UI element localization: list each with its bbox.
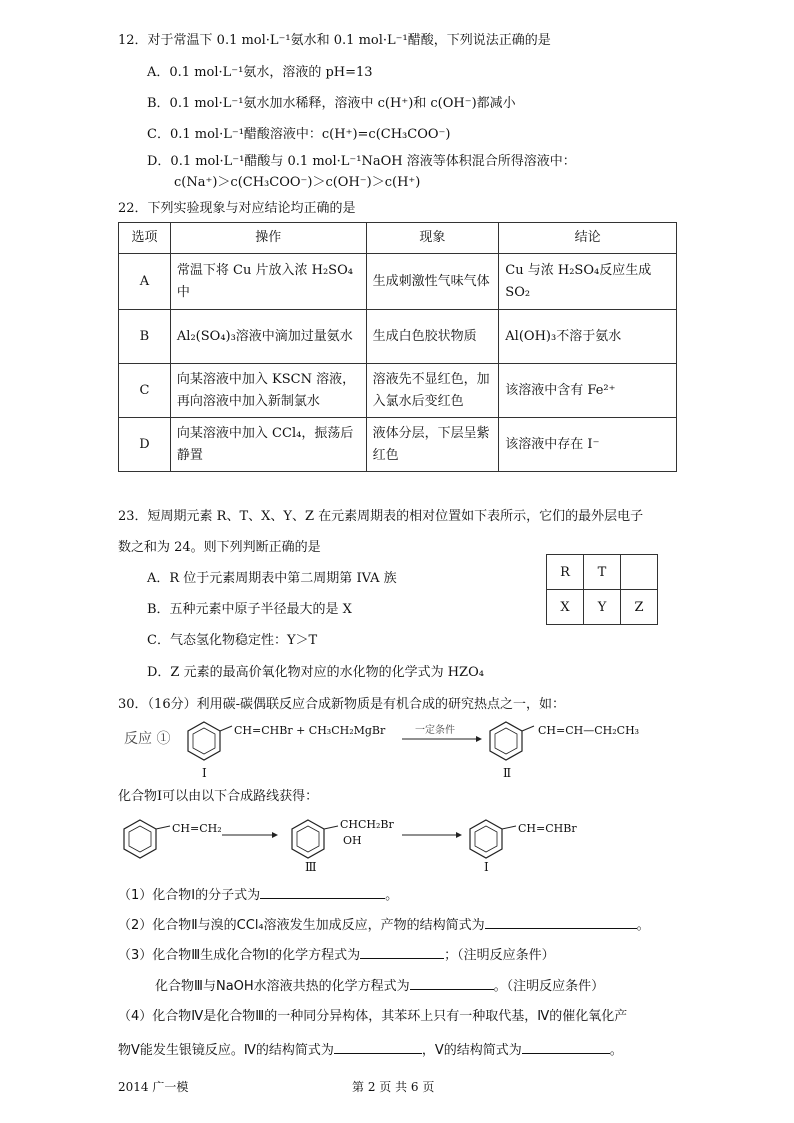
subq-3b: 化合物Ⅲ与NaOH水溶液共热的化学方程式为 。（注明反应条件） — [155, 975, 604, 996]
cell-operation: 向某溶液中加入 KSCN 溶液，再向溶液中加入新制氯水 — [170, 364, 366, 418]
reaction-label: 反应 ① — [124, 731, 171, 747]
pt-cell: R — [547, 555, 584, 590]
cell-option: C — [119, 364, 171, 418]
subq-3: （3）化合物Ⅲ生成化合物Ⅰ的化学方程式为 ；（注明反应条件） — [118, 944, 555, 965]
q22-stem: 22．下列实验现象与对应结论均正确的是 — [118, 201, 356, 216]
table-row — [119, 364, 677, 418]
table-header-row — [119, 223, 677, 254]
pt-cell: Z — [621, 590, 658, 625]
table-row — [119, 254, 677, 310]
header-conclusion: 结论 — [499, 223, 677, 254]
header-phenomenon: 现象 — [366, 223, 499, 254]
answer-blank-4b[interactable] — [522, 1039, 610, 1054]
subq-1: （1）化合物Ⅰ的分子式为 。 — [118, 884, 398, 905]
pt-cell — [621, 555, 658, 590]
compound-i: CH=CHBr — [518, 822, 577, 835]
label-compound-iii: Ⅲ — [305, 860, 317, 874]
cell-operation: 向某溶液中加入 CCl₄，振荡后静置 — [170, 418, 366, 472]
q23-stem-line2: 数之和为 24。则下列判断正确的是 — [118, 540, 321, 555]
table-row — [119, 418, 677, 472]
cell-option: D — [119, 418, 171, 472]
header-operation: 操作 — [170, 223, 366, 254]
synthesis-route-intro: 化合物Ⅰ可以由以下合成路线获得： — [118, 789, 319, 804]
compound-iii-oh: OH — [343, 834, 362, 847]
answer-blank-1[interactable] — [260, 884, 385, 899]
q30-stem: 30．（16分）利用碳-碳偶联反应合成新物质是有机合成的研究热点之一，如： — [118, 697, 565, 712]
subq-4-line1: （4）化合物Ⅳ是化合物Ⅲ的一种同分异构体，其苯环上只有一种取代基，Ⅳ的催化氧化产 — [118, 1009, 628, 1024]
arrow-icon — [222, 830, 278, 840]
periodic-table-fragment — [546, 554, 658, 625]
q12-option-d-line1: D．0.1 mol·L⁻¹醋酸与 0.1 mol·L⁻¹NaOH 溶液等体积混合所得溶液中： — [147, 154, 576, 169]
q12-option-d-line2: c(Na⁺)＞c(CH₃COO⁻)＞c(OH⁻)＞c(H⁺) — [174, 175, 421, 190]
subq-4-line2: 物Ⅴ能发生银镜反应。Ⅳ的结构简式为 ，Ⅴ的结构简式为 。 — [118, 1039, 623, 1060]
pt-cell: Y — [584, 590, 621, 625]
cell-phenomenon: 液体分层，下层呈紫红色 — [366, 418, 499, 472]
reaction1-condition: 一定条件 — [415, 725, 455, 736]
reaction1-reactant: CH=CHBr + CH₃CH₂MgBr — [234, 724, 386, 737]
q12-stem: 12．对于常温下 0.1 mol·L⁻¹氨水和 0.1 mol·L⁻¹醋酸，下列说法正确的是 — [118, 33, 551, 48]
q12-option-c: C．0.1 mol·L⁻¹醋酸溶液中：c(H⁺)=c(CH₃COO⁻) — [147, 127, 451, 142]
benzene-ring-icon — [120, 816, 180, 864]
cell-phenomenon: 生成白色胶状物质 — [366, 310, 499, 364]
benzene-ring-icon — [466, 816, 526, 864]
cell-conclusion: Cu 与浓 H₂SO₄反应生成 SO₂ — [499, 254, 677, 310]
subq-2: （2）化合物Ⅱ与溴的CCl₄溶液发生加成反应，产物的结构简式为 。 — [118, 914, 650, 935]
answer-blank-3b[interactable] — [410, 975, 494, 990]
label-compound-ii: Ⅱ — [503, 766, 512, 780]
table-row — [119, 310, 677, 364]
cell-phenomenon: 溶液先不显红色，加入氯水后变红色 — [366, 364, 499, 418]
experiment-table — [118, 222, 677, 472]
answer-blank-4a[interactable] — [334, 1039, 422, 1054]
pt-cell: T — [584, 555, 621, 590]
label-compound-i-route: Ⅰ — [484, 860, 489, 874]
pt-cell: X — [547, 590, 584, 625]
arrow-icon — [402, 830, 462, 840]
q12-option-b: B．0.1 mol·L⁻¹氨水加水稀释，溶液中 c(H⁺)和 c(OH⁻)都减小 — [147, 96, 516, 111]
q23-option-a: A．R 位于元素周期表中第二周期第 IVA 族 — [147, 571, 397, 586]
cell-operation: Al₂(SO₄)₃溶液中滴加过量氨水 — [170, 310, 366, 364]
answer-blank-3[interactable] — [360, 944, 444, 959]
cell-phenomenon: 生成刺激性气味气体 — [366, 254, 499, 310]
reaction1-product: CH=CH—CH₂CH₃ — [538, 724, 640, 737]
cell-conclusion: 该溶液中含有 Fe²⁺ — [499, 364, 677, 418]
q23-option-d: D．Z 元素的最高价氧化物对应的水化物的化学式为 HZO₄ — [147, 665, 484, 680]
cell-option: B — [119, 310, 171, 364]
footer-page-number: 第 2 页 共 6 页 — [352, 1080, 435, 1094]
compound-iii-chain: CHCH₂Br — [340, 818, 394, 831]
answer-blank-2[interactable] — [485, 914, 637, 929]
cell-conclusion: 该溶液中存在 I⁻ — [499, 418, 677, 472]
header-option: 选项 — [119, 223, 171, 254]
cell-option: A — [119, 254, 171, 310]
q12-option-a: A．0.1 mol·L⁻¹氨水，溶液的 pH=13 — [147, 65, 373, 80]
arrow-icon — [402, 734, 482, 744]
label-compound-i: Ⅰ — [202, 766, 207, 780]
compound-styrene: CH=CH₂ — [172, 822, 222, 835]
benzene-ring-icon — [486, 718, 546, 766]
benzene-ring-icon — [288, 816, 348, 864]
cell-conclusion: Al(OH)₃不溶于氨水 — [499, 310, 677, 364]
q23-stem-line1: 23．短周期元素 R、T、X、Y、Z 在元素周期表的相对位置如下表所示，它们的最外层电子 — [118, 509, 644, 524]
q23-option-b: B．五种元素中原子半径最大的是 X — [147, 602, 352, 617]
cell-operation: 常温下将 Cu 片放入浓 H₂SO₄中 — [170, 254, 366, 310]
footer-exam-name: 2014 广一模 — [118, 1080, 189, 1094]
q23-option-c: C．气态氢化物稳定性：Y＞T — [147, 633, 318, 648]
